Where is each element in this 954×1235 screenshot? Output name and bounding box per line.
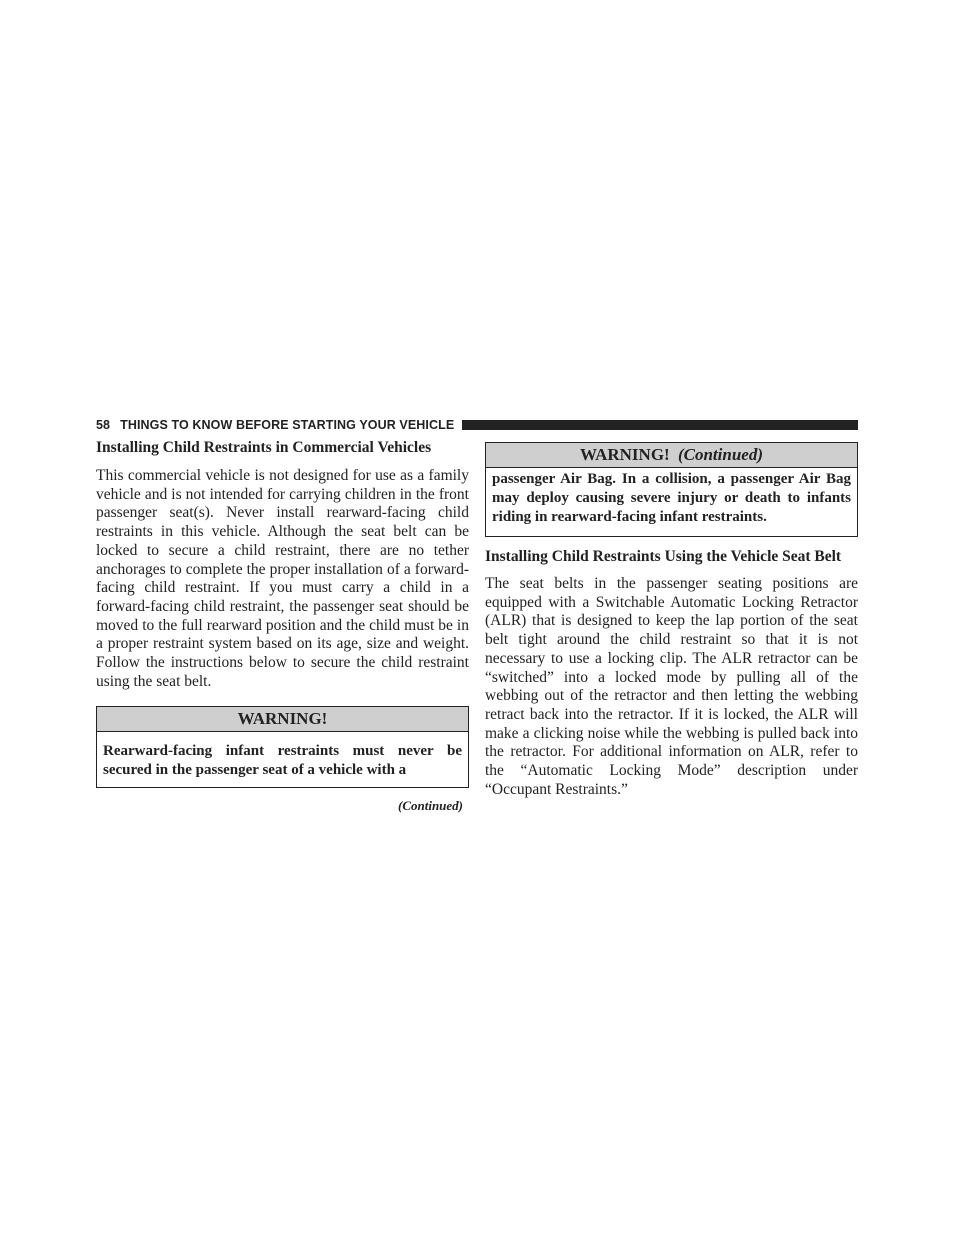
warning-text: Rearward-facing infant restraints must never be secured in the passenger seat of a vehicle with a [103,743,462,779]
vehicle-seat-belt-heading: Installing Child Restraints Using the Vehicle Seat Belt [485,548,842,565]
warning-continued-box [485,442,858,537]
left-column [96,437,469,814]
warning-box [96,706,469,788]
vehicle-seat-belt-paragraph: The seat belts in the passenger seating positions are equipped with a Switchable Automatic Locking Retractor (ALR) that is designed to keep the lap portion of the seat belt tight around the child restraint so that it is not necessary to use a locking clip. The ALR retractor can be “switched” into a locked mode by pulling all of the webbing out of the retractor and then letting the webbing retract back into the retractor. If it is locked, the ALR will make a clicking noise while the webbing is pulled back into the retractor. For additional information on ALR, refer to the “Automatic Locking Mode” description under “Occupant Restraints.” [485,575,858,798]
page-header [96,416,858,434]
commercial-vehicles-paragraph: This commercial vehicle is not designed for use as a family vehicle and is not intended for carrying children in the front passenger seat(s). Never install rearward-facing child restraints in this vehicle. Although the seat belt can be locked to secure a child restraint, there are no tether anchorages to complete the proper installation of a forward-facing child restraint. If you must carry a child in a forward-facing child restraint, the passenger seat should be moved to the full rearward position and the child must be in a proper restraint system based on its age, size and weight. Follow the instructions below to secure the child restraint using the seat belt. [96,467,469,690]
warning-continued-suffix: (Continued) [677,445,763,464]
header-rule [462,420,858,430]
warning-title-text: WARNING! [237,709,328,729]
page-number: 58 [96,418,111,432]
continued-note: (Continued) [397,798,463,814]
commercial-vehicles-heading: Installing Child Restraints in Commercial Vehicles [96,439,432,456]
warning-title [97,707,468,732]
section-title: THINGS TO KNOW BEFORE STARTING YOUR VEHICLE [120,418,455,432]
warning-continued-text: passenger Air Bag. In a collision, a passenger Air Bag may deploy causing severe injury or death to infants riding in rearward-facing infant restraints. [492,471,851,525]
right-column [485,437,858,799]
warning-continued-title [486,443,857,468]
warning-continued-title-text: WARNING! [579,445,670,464]
